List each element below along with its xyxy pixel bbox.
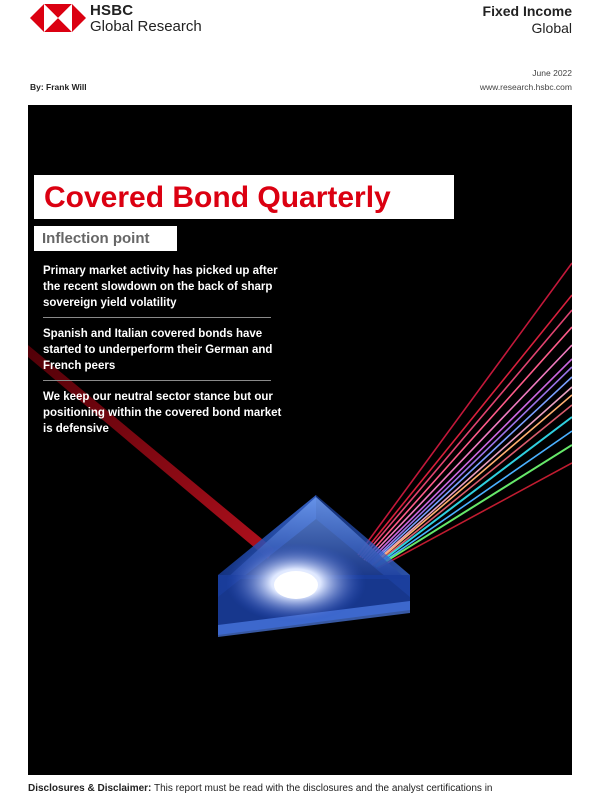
key-point-divider — [43, 317, 271, 318]
key-point-2: Spanish and Italian covered bonds have started to underperform their German and French peers — [43, 328, 273, 372]
key-point-divider — [43, 380, 271, 381]
section-title: Fixed Income — [482, 3, 572, 19]
title-banner — [34, 175, 454, 219]
key-point-3: We keep our neutral sector stance but our positioning within the covered bond market is defensive — [43, 391, 282, 435]
key-point-1: Primary market activity has picked up after the recent slowdown on the back of sharp sovereign yield volatility — [43, 265, 278, 309]
author-byline: By: Frank Will — [30, 82, 87, 92]
disclaimer — [28, 781, 573, 796]
report-date: June 2022 — [532, 68, 572, 78]
report-subtitle: Inflection point — [42, 230, 150, 247]
cover-panel — [28, 105, 572, 775]
report-title: Covered Bond Quarterly — [44, 181, 391, 214]
research-url[interactable]: www.research.hsbc.com — [479, 82, 572, 92]
brand-name: HSBC — [90, 2, 134, 19]
disclaimer-text: This report must be read with the disclosures and the analyst certifications in — [151, 783, 493, 794]
disclaimer-label: Disclosures & Disclaimer: — [28, 783, 152, 794]
section-subtitle: Global — [531, 20, 572, 36]
hsbc-logo-icon — [30, 4, 86, 32]
subtitle-banner — [34, 226, 177, 251]
brand-subtitle: Global Research — [90, 18, 202, 35]
